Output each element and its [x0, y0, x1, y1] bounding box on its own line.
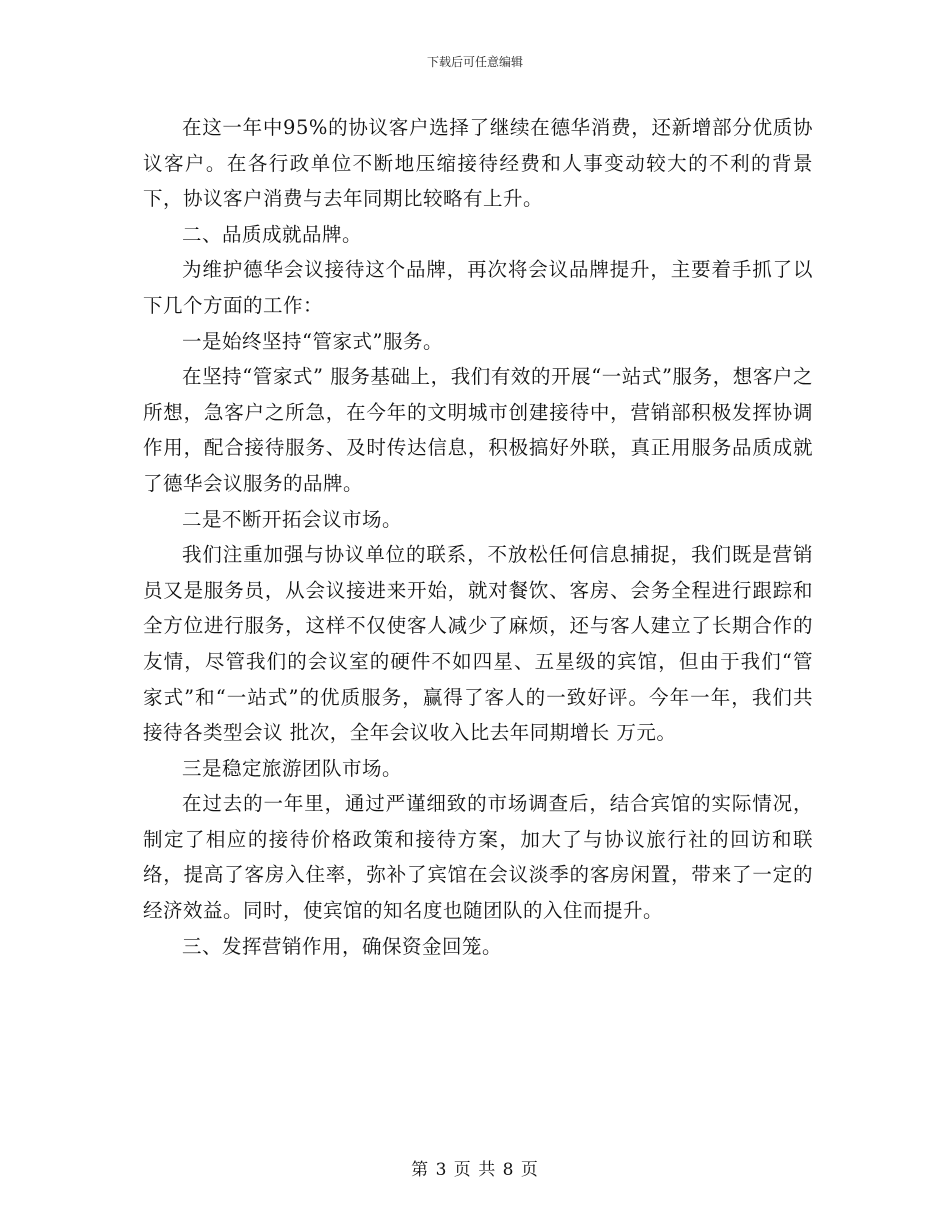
page-header: 下载后可任意编辑 — [426, 55, 523, 69]
page-footer: 第 3 页 共 8 页 — [411, 1160, 539, 1180]
subheading-3: 三是稳定旅游团队市场。 — [182, 756, 403, 780]
subheading-2: 二是不断开拓会议市场。 — [182, 507, 403, 531]
section-heading-2: 二、品质成就品牌。 — [182, 222, 363, 246]
subheading-1: 一是始终坚持“管家式”服务。 — [182, 329, 443, 353]
paragraph-3: 在坚持“管家式” 服务基础上，我们有效的开展“一站式”服务，想客户之所想，急客户之所急，在今年的文明城市创建接待中，营销部积极发挥协调作用，配合接待服务、及时传达信息，积极搞好外联，真正用服务品质成就了德华会议服务的品牌。 — [143, 365, 813, 495]
document-body — [143, 110, 813, 964]
paragraph-4: 我们注重加强与协议单位的联系，不放松任何信息捕捉，我们既是营销员又是服务员，从会议接进来开始，就对餐饮、客房、会务全程进行跟踪和全方位进行服务，这样不仅使客人减少了麻烦，还与客人建立了长期合作的友情，尽管我们的会议室的硬件不如四星、五星级的宾馆，但由于我们“管家式”和“一站式”的优质服务，赢得了客人的一致好评。今年一年，我们共接待各类型会议 批次，全年会议收入比去年同期增长 万元。 — [143, 543, 813, 745]
paragraph-1: 在这一年中95%的协议客户选择了继续在德华消费，还新增部分优质协议客户。在各行政单位不断地压缩接待经费和人事变动较大的不利的背景下，协议客户消费与去年同期比较略有上升。 — [143, 116, 813, 211]
section-heading-3: 三、发挥营销作用，确保资金回笼。 — [182, 934, 503, 958]
paragraph-2: 为维护德华会议接待这个品牌，再次将会议品牌提升，主要着手抓了以下几个方面的工作： — [143, 258, 813, 317]
paragraph-5: 在过去的一年里，通过严谨细致的市场调查后，结合宾馆的实际情况，制定了相应的接待价格政策和接待方案，加大了与协议旅行社的回访和联络，提高了客房入住率，弥补了宾馆在会议淡季的客房闲置，带来了一定的经济效益。同时，使宾馆的知名度也随团队的入住而提升。 — [143, 792, 813, 923]
